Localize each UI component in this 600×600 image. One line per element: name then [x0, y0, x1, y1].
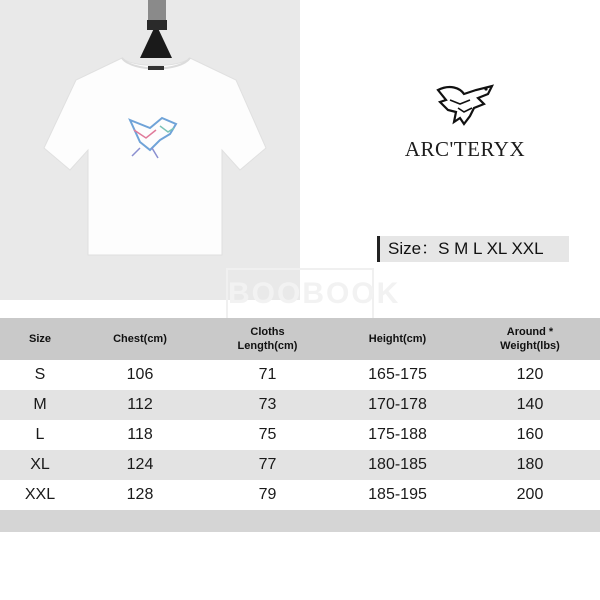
- cell-chest: 106: [126, 366, 154, 383]
- header-length-line2: Length(cm): [237, 340, 298, 352]
- t-shirt-image: [0, 0, 300, 300]
- product-photo: [0, 0, 300, 300]
- cell-length: 73: [258, 396, 277, 413]
- header-length: [200, 325, 335, 353]
- size-options-label: [377, 236, 569, 262]
- header-length-line1: Cloths: [250, 326, 285, 338]
- cell-height: 185-195: [368, 486, 427, 503]
- cell-height: 180-185: [368, 456, 427, 473]
- cell-weight: 200: [516, 486, 544, 503]
- header-size: Size: [28, 333, 51, 345]
- table-row: [0, 450, 600, 480]
- cell-size: M: [33, 396, 47, 413]
- watermark: BOOBOOK: [226, 268, 374, 320]
- header-height: Height(cm): [368, 333, 427, 345]
- cell-length: 71: [258, 366, 277, 383]
- cell-chest: 118: [127, 426, 153, 443]
- size-chart-table: [0, 318, 600, 532]
- cell-length: 79: [258, 486, 277, 503]
- size-list: S M L XL XXL: [438, 239, 544, 258]
- header-weight-line2: Weight(lbs): [500, 340, 560, 352]
- cell-weight: 160: [516, 426, 544, 443]
- cell-chest: 128: [126, 486, 154, 503]
- table-row: [0, 480, 600, 510]
- brand-name: ARC'TERYX: [404, 137, 526, 161]
- cell-length: 77: [258, 456, 277, 473]
- cell-height: 170-178: [368, 396, 427, 413]
- cell-height: 165-175: [368, 366, 427, 383]
- cell-size: L: [35, 426, 45, 443]
- table-row: [0, 360, 600, 390]
- table-row: [0, 390, 600, 420]
- header-weight: [460, 325, 600, 353]
- header-weight-line1: Around *: [506, 326, 554, 338]
- cell-size: S: [34, 366, 46, 383]
- cell-size: XL: [30, 456, 50, 473]
- table-header: [0, 318, 600, 360]
- cell-weight: 180: [516, 456, 544, 473]
- cell-size: XXL: [24, 486, 56, 503]
- header-chest: Chest(cm): [113, 333, 167, 345]
- table-row: [0, 420, 600, 450]
- table-footer-band: [0, 510, 600, 532]
- cell-chest: 112: [127, 396, 153, 413]
- archaeopteryx-logo-icon: [430, 80, 500, 130]
- cell-chest: 124: [126, 456, 154, 473]
- brand-block: [400, 80, 530, 162]
- size-label: Size：: [388, 239, 439, 258]
- cell-weight: 140: [516, 396, 544, 413]
- cell-weight: 120: [516, 366, 544, 383]
- cell-length: 75: [258, 426, 277, 443]
- cell-height: 175-188: [368, 426, 427, 443]
